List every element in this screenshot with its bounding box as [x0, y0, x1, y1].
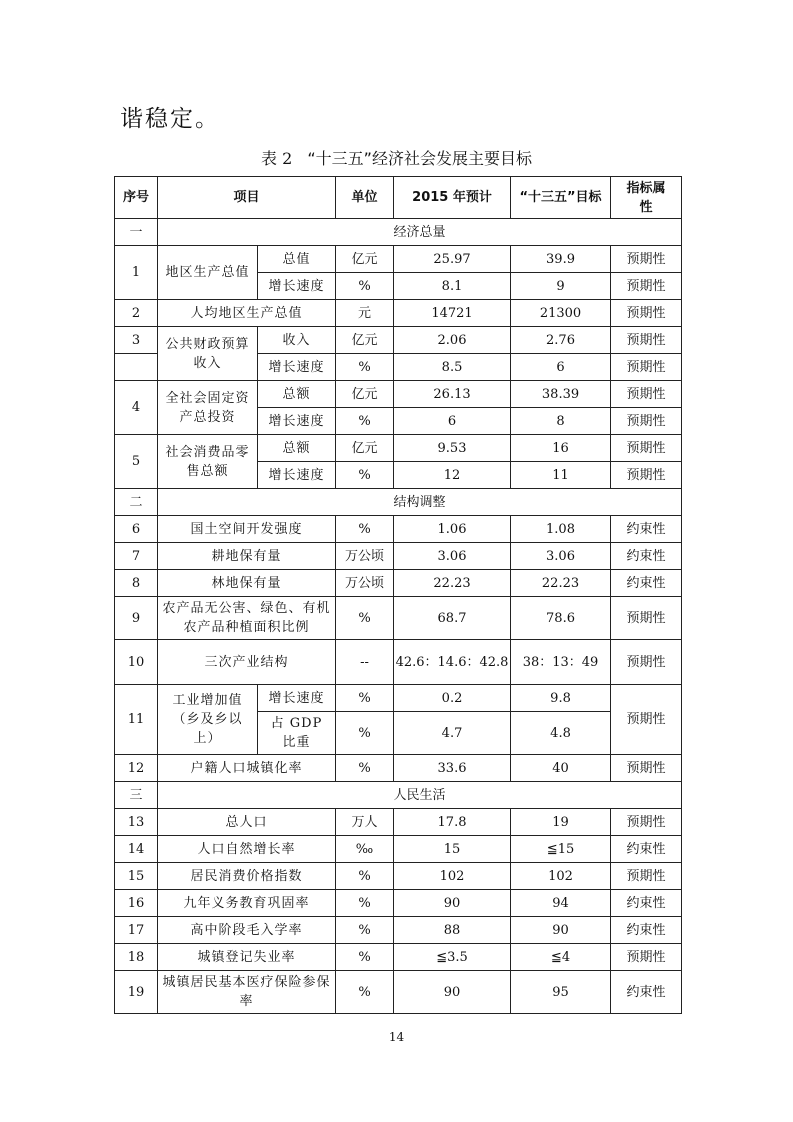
row-target: 40: [511, 755, 611, 782]
row-target: ≦15: [511, 836, 611, 863]
row-no: 19: [115, 971, 158, 1014]
row-unit: %: [336, 971, 394, 1014]
table-row: [115, 890, 682, 917]
row-2015: 12: [394, 462, 511, 489]
row-name: 高中阶段毛入学率: [158, 917, 336, 944]
row-2015: ≦3.5: [394, 944, 511, 971]
section-title: 人民生活: [158, 782, 682, 809]
row-2015: 42.6：14.6：42.8: [394, 640, 511, 685]
row-attr: 预期性: [611, 381, 682, 408]
row-unit: %: [336, 273, 394, 300]
row-sub: 增长速度: [258, 354, 336, 381]
table-row: [115, 640, 682, 685]
row-target: 4.8: [511, 712, 611, 755]
row-unit: %: [336, 597, 394, 640]
row-target: 3.06: [511, 543, 611, 570]
table-row: [115, 755, 682, 782]
row-target: 22.23: [511, 570, 611, 597]
row-no: 15: [115, 863, 158, 890]
row-name: 三次产业结构: [158, 640, 336, 685]
row-target: ≦4: [511, 944, 611, 971]
row-2015: 102: [394, 863, 511, 890]
row-sub: 增长速度: [258, 408, 336, 435]
row-target: 102: [511, 863, 611, 890]
row-2015: 8.5: [394, 354, 511, 381]
row-unit: 亿元: [336, 246, 394, 273]
table-row: [115, 597, 682, 640]
row-2015: 6: [394, 408, 511, 435]
row-target: 8: [511, 408, 611, 435]
table-row: [115, 685, 682, 712]
table-row: [115, 543, 682, 570]
row-attr: 预期性: [611, 685, 682, 755]
row-target: 94: [511, 890, 611, 917]
row-sub: 占 GDP 比重: [258, 712, 336, 755]
row-attr: 约束性: [611, 836, 682, 863]
row-no: 14: [115, 836, 158, 863]
row-2015: 8.1: [394, 273, 511, 300]
row-name: 耕地保有量: [158, 543, 336, 570]
row-2015: 17.8: [394, 809, 511, 836]
row-attr: 预期性: [611, 354, 682, 381]
row-target: 11: [511, 462, 611, 489]
row-sub: 总额: [258, 381, 336, 408]
row-target: 2.76: [511, 327, 611, 354]
row-name: 城镇登记失业率: [158, 944, 336, 971]
row-name: 居民消费价格指数: [158, 863, 336, 890]
row-name: 九年义务教育巩固率: [158, 890, 336, 917]
row-name: 工业增加值（乡及乡以上）: [158, 685, 258, 755]
row-2015: 90: [394, 971, 511, 1014]
row-attr: 约束性: [611, 890, 682, 917]
row-no: 13: [115, 809, 158, 836]
targets-table: [114, 176, 682, 1014]
row-no: 5: [115, 435, 158, 489]
header-2015: 2015 年预计: [394, 177, 511, 219]
row-no: 11: [115, 685, 158, 755]
row-sub: 收入: [258, 327, 336, 354]
header-item: 项目: [158, 177, 336, 219]
row-attr: 预期性: [611, 246, 682, 273]
header-target: “十三五”目标: [511, 177, 611, 219]
header-no: 序号: [115, 177, 158, 219]
row-unit: %: [336, 755, 394, 782]
row-unit: %: [336, 944, 394, 971]
section-title: 结构调整: [158, 489, 682, 516]
row-no: 7: [115, 543, 158, 570]
row-no: 2: [115, 300, 158, 327]
row-2015: 1.06: [394, 516, 511, 543]
lead-text: 谐稳定。: [120, 106, 220, 132]
row-unit: %: [336, 354, 394, 381]
row-no: 18: [115, 944, 158, 971]
row-name: 社会消费品零售总额: [158, 435, 258, 489]
caption-number: 表 2: [261, 149, 293, 168]
row-name: 人口自然增长率: [158, 836, 336, 863]
row-target: 21300: [511, 300, 611, 327]
row-no: 12: [115, 755, 158, 782]
row-target: 6: [511, 354, 611, 381]
row-target: 78.6: [511, 597, 611, 640]
row-no: 16: [115, 890, 158, 917]
row-attr: 约束性: [611, 917, 682, 944]
row-2015: 2.06: [394, 327, 511, 354]
row-no: 8: [115, 570, 158, 597]
row-name: 国土空间开发强度: [158, 516, 336, 543]
row-no: 3: [115, 327, 158, 354]
row-name: 地区生产总值: [158, 246, 258, 300]
row-name: 林地保有量: [158, 570, 336, 597]
row-unit: 亿元: [336, 381, 394, 408]
table-header-row: [115, 177, 682, 219]
row-unit: %: [336, 712, 394, 755]
row-unit: 亿元: [336, 435, 394, 462]
row-target: 19: [511, 809, 611, 836]
table-row: [115, 246, 682, 273]
row-no: 6: [115, 516, 158, 543]
table-row: [115, 917, 682, 944]
caption-title: “十三五”经济社会发展主要目标: [307, 149, 532, 168]
row-unit: %: [336, 685, 394, 712]
row-target: 9.8: [511, 685, 611, 712]
row-target: 95: [511, 971, 611, 1014]
table-row: [115, 300, 682, 327]
row-attr: 预期性: [611, 755, 682, 782]
table-row: [115, 971, 682, 1014]
row-sub: 增长速度: [258, 273, 336, 300]
row-target: 1.08: [511, 516, 611, 543]
row-unit: %: [336, 462, 394, 489]
row-unit: 万人: [336, 809, 394, 836]
row-unit: %: [336, 863, 394, 890]
section-no: 一: [115, 219, 158, 246]
row-name: 全社会固定资产总投资: [158, 381, 258, 435]
row-2015: 9.53: [394, 435, 511, 462]
header-unit: 单位: [336, 177, 394, 219]
section-no: 三: [115, 782, 158, 809]
row-unit: %: [336, 890, 394, 917]
row-2015: 68.7: [394, 597, 511, 640]
row-attr: 预期性: [611, 863, 682, 890]
row-no: 9: [115, 597, 158, 640]
row-name: 农产品无公害、绿色、有机农产品种植面积比例: [158, 597, 336, 640]
table-caption: [0, 146, 793, 169]
row-attr: 预期性: [611, 462, 682, 489]
row-target: 90: [511, 917, 611, 944]
row-2015: 25.97: [394, 246, 511, 273]
row-unit: %: [336, 408, 394, 435]
page-number: 14: [388, 1030, 405, 1044]
row-sub: 总值: [258, 246, 336, 273]
section-title: 经济总量: [158, 219, 682, 246]
row-name: 人均地区生产总值: [158, 300, 336, 327]
row-target: 38：13：49: [511, 640, 611, 685]
row-unit: ‰: [336, 836, 394, 863]
row-sub: 增长速度: [258, 685, 336, 712]
row-2015: 33.6: [394, 755, 511, 782]
row-target: 38.39: [511, 381, 611, 408]
row-name: 户籍人口城镇化率: [158, 755, 336, 782]
row-name: 城镇居民基本医疗保险参保率: [158, 971, 336, 1014]
row-2015: 14721: [394, 300, 511, 327]
row-attr: 预期性: [611, 273, 682, 300]
row-2015: 26.13: [394, 381, 511, 408]
header-attr: 指标属性: [611, 177, 682, 219]
row-sub: 总额: [258, 435, 336, 462]
section-row: [115, 489, 682, 516]
row-attr: 预期性: [611, 640, 682, 685]
row-attr: 约束性: [611, 570, 682, 597]
row-no: 10: [115, 640, 158, 685]
section-no: 二: [115, 489, 158, 516]
row-attr: 预期性: [611, 327, 682, 354]
row-no-empty: [115, 354, 158, 381]
row-name: 总人口: [158, 809, 336, 836]
table-row: [115, 809, 682, 836]
row-attr: 预期性: [611, 944, 682, 971]
table-row: [115, 327, 682, 354]
row-unit: %: [336, 917, 394, 944]
row-target: 16: [511, 435, 611, 462]
row-no: 17: [115, 917, 158, 944]
row-attr: 预期性: [611, 435, 682, 462]
row-attr: 约束性: [611, 543, 682, 570]
table-row: [115, 570, 682, 597]
table-row: [115, 435, 682, 462]
section-row: [115, 219, 682, 246]
row-unit: 元: [336, 300, 394, 327]
row-no: 4: [115, 381, 158, 435]
row-unit: 亿元: [336, 327, 394, 354]
row-attr: 约束性: [611, 971, 682, 1014]
row-target: 9: [511, 273, 611, 300]
row-attr: 预期性: [611, 597, 682, 640]
row-attr: 预期性: [611, 809, 682, 836]
row-unit: --: [336, 640, 394, 685]
row-2015: 90: [394, 890, 511, 917]
row-sub: 增长速度: [258, 462, 336, 489]
section-row: [115, 782, 682, 809]
table-row: [115, 836, 682, 863]
table-row: [115, 863, 682, 890]
row-attr: 预期性: [611, 300, 682, 327]
row-unit: 万公顷: [336, 543, 394, 570]
table-row: [115, 381, 682, 408]
row-2015: 4.7: [394, 712, 511, 755]
row-unit: %: [336, 516, 394, 543]
row-2015: 88: [394, 917, 511, 944]
row-attr: 约束性: [611, 516, 682, 543]
row-attr: 预期性: [611, 408, 682, 435]
row-target: 39.9: [511, 246, 611, 273]
row-unit: 万公顷: [336, 570, 394, 597]
row-2015: 22.23: [394, 570, 511, 597]
row-2015: 3.06: [394, 543, 511, 570]
row-2015: 0.2: [394, 685, 511, 712]
row-no: 1: [115, 246, 158, 300]
table-row: [115, 944, 682, 971]
table-row: [115, 516, 682, 543]
row-name: 公共财政预算收入: [158, 327, 258, 381]
row-2015: 15: [394, 836, 511, 863]
